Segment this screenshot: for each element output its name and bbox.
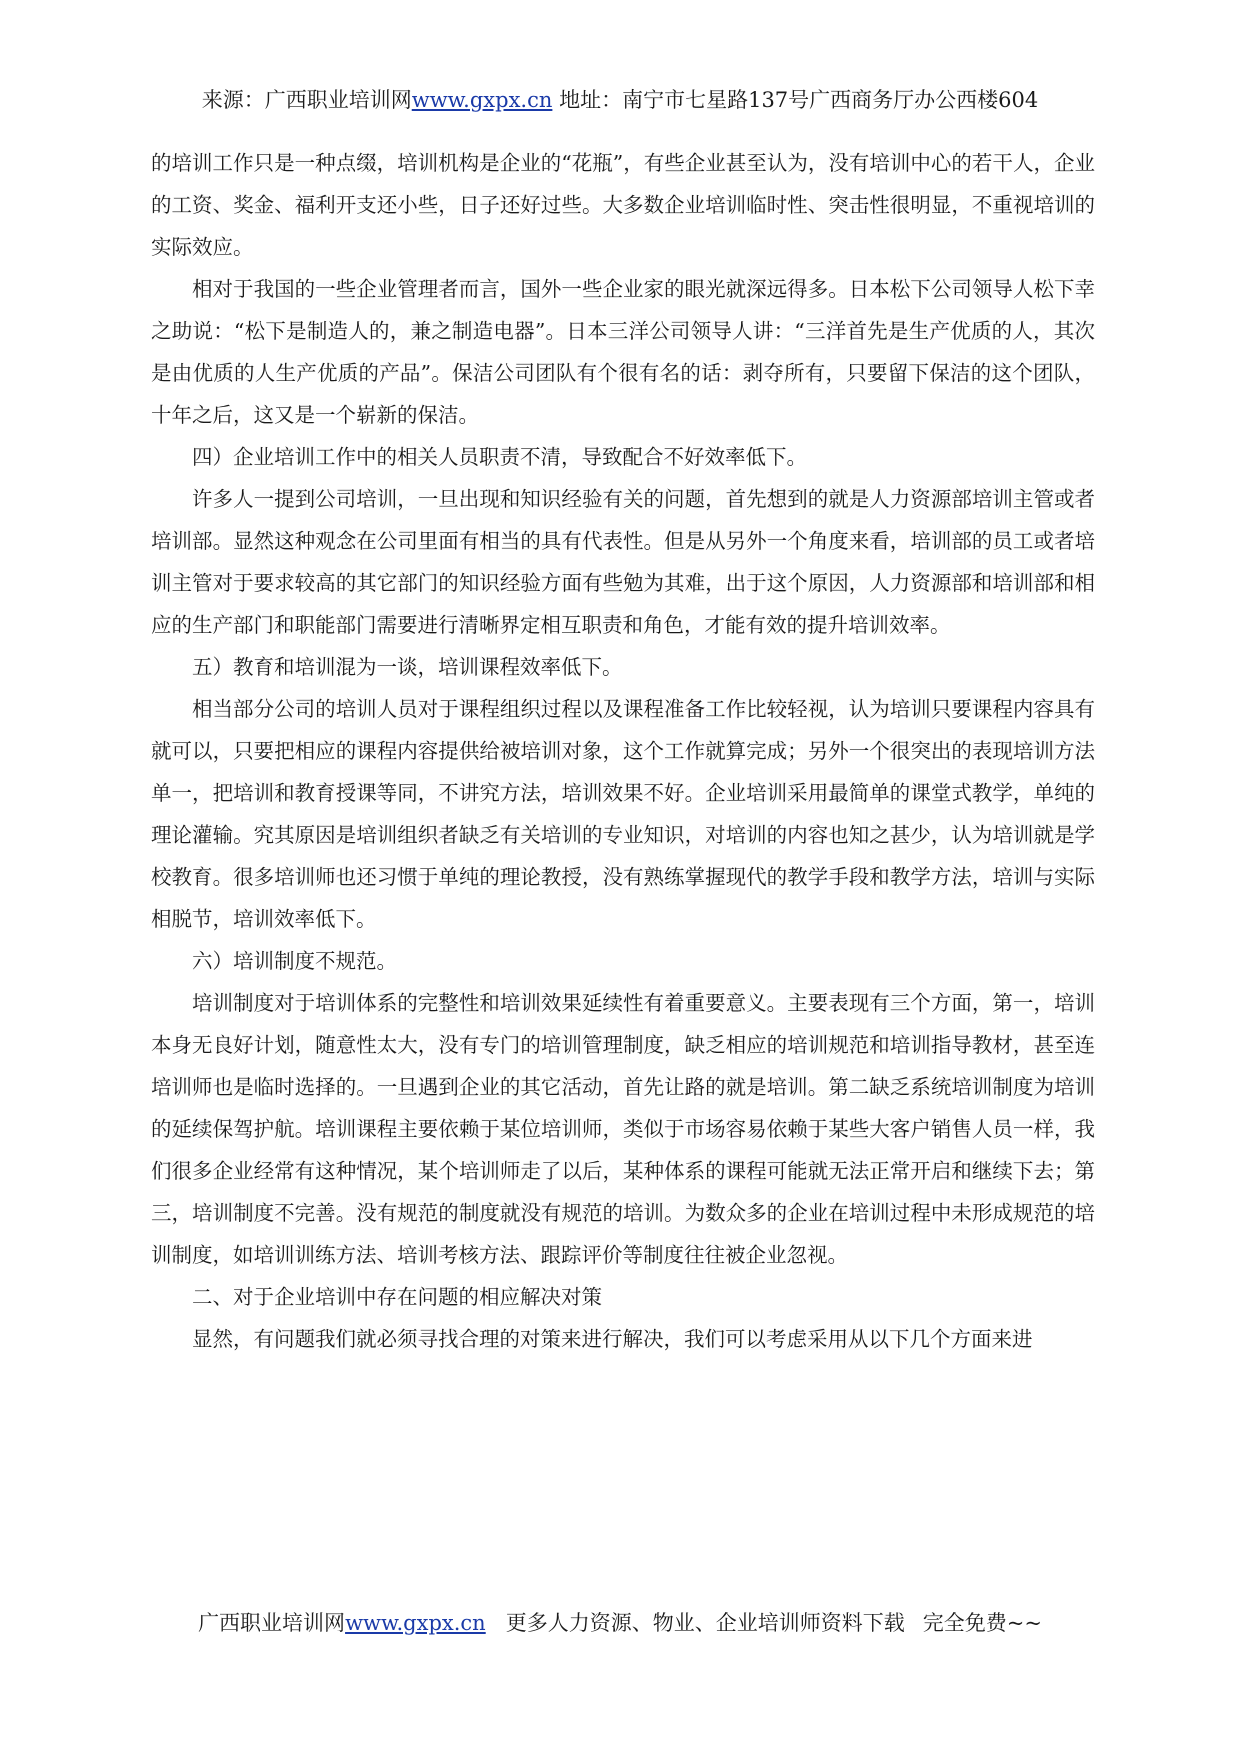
paragraph: 许多人一提到公司培训，一旦出现和知识经验有关的问题，首先想到的就是人力资源部培训主管或者培训部。显然这种观念在公司里面有相当的具有代表性。但是从另外一个角度来看，培训部的员工或者培训主管对于要求较高的其它部门的知识经验方面有些勉为其难，出于这个原因，人力资源部和培训部和相应的生产部门和职能部门需要进行清晰界定相互职责和角色，才能有效的提升培训效率。 xyxy=(151,487,1095,637)
chapter-heading-2: 二、对于企业培训中存在问题的相应解决对策 xyxy=(192,1285,602,1309)
footer-site-name: 广西职业培训网 xyxy=(198,1611,346,1635)
page-header xyxy=(0,84,1240,116)
footer-slogan: 更多人力资源、物业、企业培训师资料下载 xyxy=(505,1611,905,1635)
header-source-label: 来源：广西职业培训网 xyxy=(201,88,412,112)
section-heading-5: 五）教育和培训混为一谈，培训课程效率低下。 xyxy=(192,655,623,679)
paragraph: 相对于我国的一些企业管理者而言，国外一些企业家的眼光就深远得多。日本松下公司领导人松下幸之助说：“松下是制造人的，兼之制造电器”。日本三洋公司领导人讲：“三洋首先是生产优质的人，其次是由优质的人生产优质的产品”。保洁公司团队有个很有名的话：剥夺所有，只要留下保洁的这个团队，十年之后，这又是一个崭新的保洁。 xyxy=(151,277,1095,427)
paragraph: 培训制度对于培训体系的完整性和培训效果延续性有着重要意义。主要表现有三个方面，第一，培训本身无良好计划，随意性太大，没有专门的培训管理制度，缺乏相应的培训规范和培训指导教材，甚至连培训师也是临时选择的。一旦遇到企业的其它活动，首先让路的就是培训。第二缺乏系统培训制度为培训的延续保驾护航。培训课程主要依赖于某位培训师，类似于市场容易依赖于某些大客户销售人员一样，我们很多企业经常有这种情况，某个培训师走了以后，某种体系的课程可能就无法正常开启和继续下去；第三，培训制度不完善。没有规范的制度就没有规范的培训。为数众多的企业在培训过程中未形成规范的培训制度，如培训训练方法、培训考核方法、跟踪评价等制度往往被企业忽视。 xyxy=(151,991,1095,1267)
footer-site-link[interactable]: www.gxpx.cn xyxy=(345,1611,486,1635)
paragraph-continuation: 的培训工作只是一种点缀，培训机构是企业的“花瓶”，有些企业甚至认为，没有培训中心的若干人，企业的工资、奖金、福利开支还小些，日子还好过些。大多数企业培训临时性、突击性很明显，不重视培训的实际效应。 xyxy=(151,151,1095,259)
footer-free-note: 完全免费~~ xyxy=(922,1611,1042,1635)
section-heading-6: 六）培训制度不规范。 xyxy=(192,949,397,973)
page-footer xyxy=(0,1607,1240,1639)
section-heading-4: 四）企业培训工作中的相关人员职责不清，导致配合不好效率低下。 xyxy=(192,445,807,469)
header-site-link[interactable]: www.gxpx.cn xyxy=(411,88,553,112)
paragraph: 显然，有问题我们就必须寻找合理的对策来进行解决，我们可以考虑采用从以下几个方面来进 xyxy=(192,1327,1033,1351)
document-body xyxy=(151,142,1095,1360)
paragraph: 相当部分公司的培训人员对于课程组织过程以及课程准备工作比较轻视，认为培训只要课程内容具有就可以，只要把相应的课程内容提供给被培训对象，这个工作就算完成；另外一个很突出的表现培训方法单一，把培训和教育授课等同，不讲究方法，培训效果不好。企业培训采用最简单的课堂式教学，单纯的理论灌输。究其原因是培训组织者缺乏有关培训的专业知识，对培训的内容也知之甚少，认为培训就是学校教育。很多培训师也还习惯于单纯的理论教授，没有熟练掌握现代的教学手段和教学方法，培训与实际相脱节，培训效率低下。 xyxy=(151,697,1095,931)
header-address: 地址：南宁市七星路137号广西商务厅办公西楼604 xyxy=(559,88,1039,112)
